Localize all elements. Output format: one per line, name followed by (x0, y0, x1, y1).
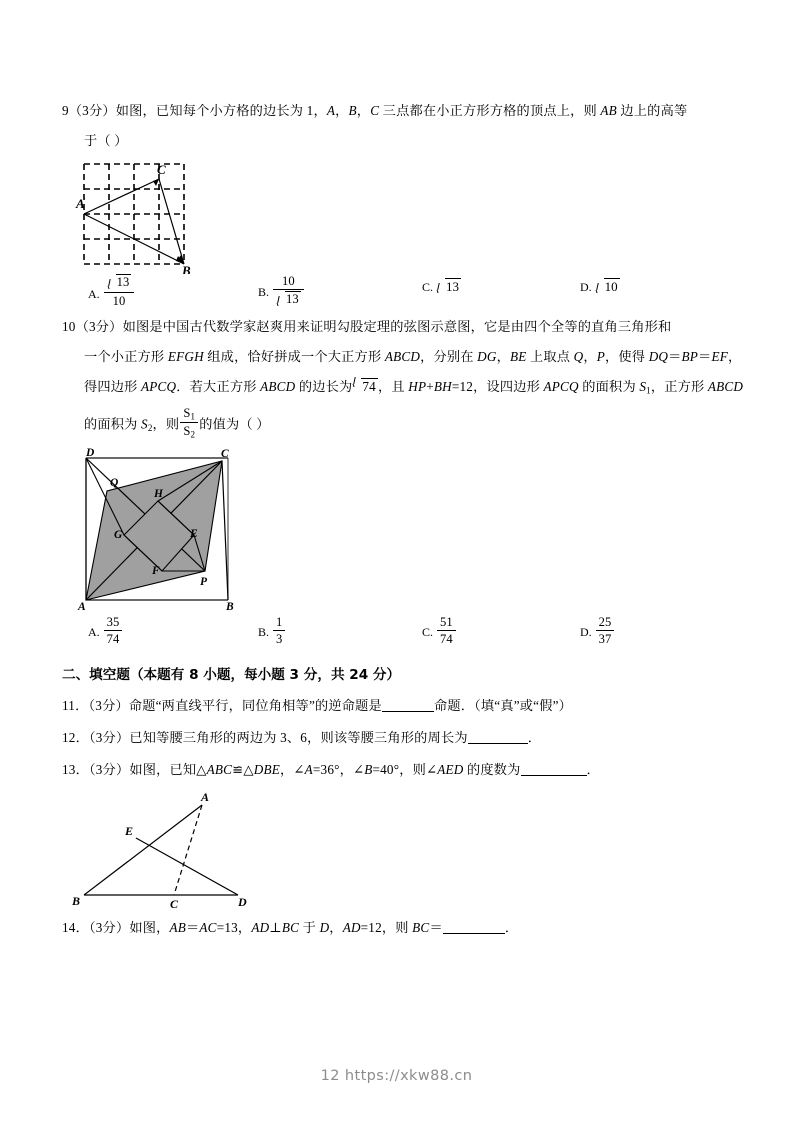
question-14-line (62, 913, 738, 943)
q10-l4-a: 的面积为 (84, 416, 142, 432)
label-C: C (170, 896, 179, 911)
q10-l3-bh: BH (433, 379, 452, 394)
q10-l2-q: Q (573, 349, 584, 364)
label-Q: Q (110, 476, 119, 489)
q14-answer-blank[interactable] (443, 933, 505, 934)
q10-l2-a: 一个小正方形 (84, 349, 168, 364)
question-14 (62, 913, 738, 943)
q12-number: 12 (62, 729, 76, 745)
q10-option-b-label: B. (258, 624, 270, 639)
q10-l3-c: 的边长为 (295, 379, 353, 394)
q13-number: 13 (62, 761, 76, 777)
q9-var-a: A (326, 103, 336, 118)
q10-l3-d: ，且 (377, 379, 409, 394)
q14-ab: AB (169, 919, 187, 935)
question-13-line (62, 755, 738, 785)
q10-l3-h: ，正方形 (650, 379, 708, 394)
q9-option-d-value: 10 (595, 278, 620, 295)
question-9-options (62, 274, 738, 310)
q14-text-e: 于 (299, 919, 320, 935)
q10-l3-e: + (426, 379, 434, 394)
q11-text-a: 命题“两直线平行，同位角相等”的逆命题是 (128, 697, 382, 713)
q9-option-c-value: 13 (436, 278, 461, 295)
q12-answer-blank[interactable] (468, 743, 528, 744)
q14-bc2: BC (412, 919, 430, 935)
q9-text-a: 如图，已知每个小方格的边长为 1， (115, 103, 327, 118)
q13-abc: ABC (206, 761, 233, 777)
q10-l2-c: ，分别在 (420, 349, 478, 364)
q10-l2-g: ，使得 (605, 349, 649, 364)
q10-l4-b: ，则 (152, 416, 180, 432)
page-footer: 12 https://xkw88.cn (320, 1068, 473, 1084)
q12-text-a: 已知等腰三角形的两边为 3、6，则该等腰三角形的周长为 (129, 729, 468, 745)
q11-answer-blank[interactable] (382, 711, 434, 712)
q9-option-a[interactable] (88, 274, 135, 308)
q9-option-a-value: $\frac{13}{10}$ (104, 274, 135, 308)
question-9 (62, 96, 738, 310)
triangle-lines (84, 805, 238, 895)
q9-option-c[interactable] (422, 278, 461, 295)
q9-var-b: B (348, 103, 357, 118)
q9-score: （3分） (68, 103, 116, 118)
q10-option-b[interactable] (258, 615, 286, 646)
q14-text-d: ⊥ (269, 919, 282, 935)
q9-text-d: 三点都在小正方形方格的顶点上，则 (379, 103, 601, 118)
q14-d: D (319, 919, 330, 935)
question-10-line-3 (62, 372, 744, 406)
label-B: B (182, 263, 191, 274)
q13-angle-a: A (304, 761, 313, 777)
question-9-line-1 (62, 96, 738, 126)
q10-option-d[interactable] (580, 615, 615, 646)
q14-text-h: ＝ (429, 919, 443, 935)
q10-l3-b: ．若大正方形 (176, 379, 261, 394)
label-E: E (125, 823, 134, 838)
q10-l3-abcd2: ABCD (707, 379, 744, 394)
q10-l3-f: =12，设四边形 (451, 379, 544, 394)
q9-option-b[interactable] (258, 274, 305, 308)
q10-l4-s2-sub: 2 (147, 422, 153, 433)
label-A: A (78, 600, 86, 613)
q13-text-f: 的度数为 (463, 761, 521, 777)
q10-l2-dq: DQ (648, 349, 669, 364)
q10-l2-k: ， (727, 349, 742, 364)
q10-option-b-value: $\frac{1}{3}$ (273, 615, 285, 646)
q12-text-b: ． (527, 729, 542, 745)
q13-angle-aed: AED (437, 761, 464, 777)
q9-option-b-label: B. (258, 285, 270, 300)
q10-l4-ratio: $\frac{S_1}{S_2}$ (180, 406, 198, 440)
q14-text-i: ． (504, 919, 519, 935)
q14-ac: AC (199, 919, 217, 935)
page-content (62, 96, 744, 945)
q10-l3-s1-sub: 1 (646, 385, 651, 396)
q14-score: ．（3分） (75, 919, 130, 935)
q11-text-b: 命题．（填“真”或“假”） (433, 697, 573, 713)
question-10-options (62, 615, 738, 651)
q14-text-g: =12，则 (360, 919, 413, 935)
q10-option-c-value: $\frac{51}{74}$ (437, 615, 456, 646)
question-9-figure (62, 156, 738, 274)
q9-var-c: C (370, 103, 380, 118)
section-2-title: 二、填空题（本题有 8 小题，每小题 3 分，共 24 分） (62, 666, 401, 683)
q10-l4-c: 的值为（ ） (199, 416, 270, 432)
q12-score: ．（3分） (75, 729, 130, 745)
label-G: G (114, 528, 123, 541)
q11-score: ．（3分） (75, 697, 129, 713)
q10-l3-hp: HP (408, 379, 427, 394)
question-9-line-2: 于（ ） (84, 133, 128, 148)
q10-l2-ef: EF (711, 349, 728, 364)
label-D: D (238, 894, 247, 909)
q10-l2-efgh: EFGH (167, 349, 204, 364)
question-10-line-4 (62, 406, 738, 443)
label-C: C (221, 447, 229, 460)
q10-l3-apcq2: APCQ (543, 379, 579, 394)
q10-l3-abcd: ABCD (260, 379, 296, 394)
question-11 (62, 691, 738, 721)
q10-l2-d: ， (496, 349, 510, 364)
q13-text-d: =36°，∠ (312, 761, 365, 777)
q13-dbe: DBE (253, 761, 280, 777)
triangle-abc (84, 179, 184, 264)
question-12-line (62, 723, 738, 753)
q10-l3-sqrt74: 74 (352, 372, 378, 402)
q13-score: ．（3分） (75, 761, 130, 777)
q9-option-d-label: D. (580, 280, 592, 294)
q10-l2-h: ＝ (668, 349, 682, 364)
q10-option-c[interactable] (422, 615, 457, 646)
q10-l2-j: ＝ (698, 349, 712, 364)
q13-angle-b: B (364, 761, 373, 777)
q10-l3-apcq: APCQ (141, 379, 177, 394)
grid-triangle-svg (62, 156, 312, 274)
q14-number: 14 (62, 919, 76, 935)
q10-option-c-label: C. (422, 624, 434, 639)
q9-number: 9 (62, 103, 69, 118)
q11-number: 11 (62, 697, 76, 713)
q9-var-ab: AB (600, 103, 617, 118)
q10-option-d-value: $\frac{25}{37}$ (596, 615, 615, 646)
question-10-line-1 (62, 312, 738, 342)
q9-text-e: 边上的高等 (616, 103, 688, 118)
dashed-segment-ac (174, 805, 202, 895)
q10-l2-bp: BP (681, 349, 699, 364)
q9-option-a-label: A. (88, 286, 100, 301)
q10-score: （3分） (75, 319, 123, 334)
question-10 (62, 312, 744, 651)
q13-answer-blank[interactable] (521, 775, 587, 776)
label-H: H (154, 487, 163, 500)
q10-l2-p: P (596, 349, 606, 364)
q10-l3-g: 的面积为 (578, 379, 640, 394)
q14-text-f: ， (329, 919, 343, 935)
q10-l2-f: ， (583, 349, 597, 364)
q10-l2-e: 上取点 (526, 349, 574, 364)
q10-text-1: 如图是中国古代数学家赵爽用来证明勾股定理的弦图示意图，它是由四个全等的直角三角形和 (122, 319, 672, 334)
q10-option-a-value: $\frac{35}{74}$ (104, 615, 123, 646)
q10-option-a-label: A. (88, 624, 100, 639)
q14-ad2: AD (342, 919, 361, 935)
question-13-figure (62, 785, 738, 911)
q14-ad: AD (251, 919, 270, 935)
q9-option-d[interactable] (580, 278, 620, 295)
question-10-line-2 (62, 342, 742, 372)
label-F: F (152, 564, 160, 577)
q9-text-b: ， (335, 103, 349, 118)
label-E: E (190, 527, 198, 540)
label-C: C (157, 162, 166, 177)
xiantu-svg (62, 443, 362, 615)
q13-text-g: ． (586, 761, 600, 777)
q10-l2-b: 组成，恰好拼成一个大正方形 (203, 349, 385, 364)
q10-l4-s2: S (141, 416, 148, 432)
congruent-triangles-svg (62, 785, 322, 911)
label-B: B (72, 893, 81, 908)
q10-option-d-label: D. (580, 624, 592, 639)
q13-text-a: 如图，已知△ (129, 761, 207, 777)
question-10-figure (62, 443, 738, 615)
q13-text-e: =40°，则∠ (372, 761, 438, 777)
q10-option-a[interactable] (88, 615, 123, 646)
q13-text-b: ≌△ (232, 761, 254, 777)
q14-text-c: =13， (216, 919, 252, 935)
q10-l3-s1: S (639, 379, 647, 394)
q9-option-c-label: C. (422, 280, 434, 294)
q10-l3-a: 得四边形 (84, 379, 142, 394)
question-11-line (62, 691, 738, 721)
q10-l2-be: BE (509, 349, 527, 364)
q14-text-a: 如图， (129, 919, 170, 935)
label-B: B (226, 600, 234, 613)
label-D: D (86, 446, 95, 459)
label-P: P (200, 575, 208, 588)
question-13 (62, 755, 738, 911)
label-A: A (76, 196, 85, 211)
q13-text-c: ，∠ (279, 761, 305, 777)
q14-bc: BC (281, 919, 300, 935)
q9-option-b-value: $\frac{10}{13}$ (273, 274, 304, 308)
q9-text-c: ， (356, 103, 371, 118)
question-12 (62, 723, 738, 753)
q10-l2-abcd: ABCD (384, 349, 421, 364)
q14-text-b: ＝ (186, 919, 200, 935)
q10-l2-dg: DG (477, 349, 497, 364)
q10-number: 10 (62, 319, 76, 334)
label-A: A (201, 789, 210, 804)
